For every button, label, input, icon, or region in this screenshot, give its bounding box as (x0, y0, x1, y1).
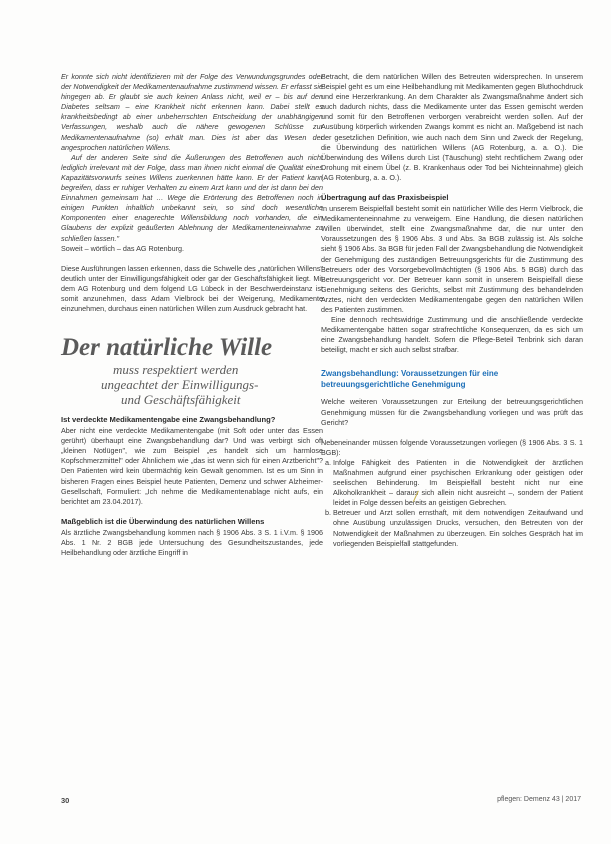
heading-practice-transfer: Übertragung auf das Praxisbeispiel (321, 193, 449, 203)
body-paragraph-covert: Aber nicht eine verdeckte Medikamentengabe (mit Soft oder unter das Essen gerührt) überhaupt eine Zwangsbehandlung dar? Und was verbirgt sich oft „kleinen Notlügen", wie zum Beispiel „es handelt sich um harmlose Kopfschmerzmittel" oder Ähnlichem wie „das ist wenn sich für einen Arztbericht"? Den Patienten wird kein übermächtig kein Gewalt genommen. Ist es um Sinn in bisheren Fragen eines Beispiel heute Patienten, Demenz und schwer Alzheimer-Gesellschaft, Formuliert: „Ich nehme die Medikamentenablage nicht aufs, ein berichtet am 23.04.2017). (61, 426, 323, 506)
pull-quote (61, 334, 323, 407)
left-column (61, 72, 323, 558)
list-item: b. Betreuer und Arzt sollen ernsthaft, mit dem notwendigen Zeitaufwand und ohne Ausübung unzulässigen Drucks, versuchen, den Betreuten von der Notwendigkeit der Maßnahmen zu überzeugen. Ein solches Gespräch hat im vorliegenden Beispielfall stattgefunden. (333, 508, 583, 548)
heading-coercive-treatment: Zwangsbehandlung: Voraussetzungen für eine betreuungsgerichtliche Genehmigung (321, 369, 499, 389)
body-paragraph-continued: Betracht, die dem natürlichen Willen des Betreuten widersprechen. In unserem Beispiel geht es um eine Heilbehandlung mit Medikamenten gegen Bluthochdruck und eine Herzerkrankung. An dem Charakter als Zwangsmaßnahme ändert sich auch dadurch nichts, dass die Medikamente unter das Essen gemischt werden und somit für den Betroffenen verborgen verabreicht werden sollen. Auf der Ausübung körperlich wirkenden Zwangs kommt es nicht an. Maßgebend ist nach der gesetzlichen Definition, wie auch nach dem Sinn und Zweck der Regelung, die Überwindung des natürlichen Willens (AG Rotenburg, a. a. O.). Die Überwindung des Willens durch List (Täuschung) steht rechtlichem Zwang oder Drohung mit einem Übel (z. B. Krankenhaus oder Tod bei Nichteinnahme) gleich (AG Rotenburg, a. a. O.). (321, 72, 583, 182)
pull-quote-line-2: ungeachtet der Einwilligungs- (101, 377, 259, 393)
pull-quote-title: Der natürliche Wille (61, 334, 273, 362)
magazine-footer: pflegen: Demenz 43 | 2017 (497, 796, 581, 803)
body-paragraph-requirements: Nebeneinander müssen folgende Voraussetzungen vorliegen (§ 1906 Abs. 3 S. 1 BGB): (321, 437, 583, 457)
court-quote-paragraph-1: Er konnte sich nicht identifizieren mit der Folge des Verwundungsgrundes oder der Notwendigkeit der Medikamentenaufnahme zustimmend wissen. Er erfasst sie hingegen ab. Er glaubt sie auch keinen Anlass nicht, weil er – bis auf den Diabetes seltsam – eine Krankheit nicht erkennen kann. Dabei stellt es krankheitsbedingt ab einer unbeherrschten Entscheidung der unabhängigen Verfassungen, weshalb auch die nähere gewogenen Schlüsse zur Medikamentenaufnahme (so) erhält man. Dies ist aber das Wesen der angesprochen natürlichen Willens. (61, 72, 323, 152)
requirements-list (321, 458, 583, 549)
heading-covert-medication: Ist verdeckte Medikamentengabe eine Zwangsbehandlung? (61, 415, 276, 425)
pull-quote-line-3: und Geschäftsfähigkeit (121, 392, 241, 408)
list-item: a. Infolge Fähigkeit des Patienten in die Notwendigkeit der ärztlichen Maßnahmen aufgrund einer psychischen Erkrankung oder geistigen oder seelischen Behinderung. Im Beispielfall besteht nicht nur eine Alkoholkrankheit – daraus sich allein nicht ausreicht –, sondern der Patient leidet in Folge dessen bereits an geistigen Gebrechen. (333, 458, 583, 508)
pull-quote-line-1: muss respektiert werden (113, 362, 239, 378)
body-paragraph-transfer-1: In unserem Beispielfall besteht somit ein natürlicher Wille des Herrn Vielbrock, die Medikamenteneinnahme zu verweigern. Eine Handlung, die diesen natürlichen Willen überwindet, stellt eine Zwangsmaßnahme dar, die nur unter den Voraussetzungen des § 1906 Abs. 3 und Abs. 3a BGB zulässig ist. Als solche sieht § 1906 Abs. 3a BGB für jeden Fall der Zwangsbehandlung die Notwendigkeit der Genehmigung des zuständigen Betreuungsgerichts für die Zustimmung des Betreuers oder des Vorsorgebevollmächtigten (§ 1906 Abs. 5 BGB) durch das Betreuungsgericht vor. Der Betreuer kann somit in unserem Beispielfall diese Genehmigung seitens des Gerichts, selbst mit Zustimmung des behandelnden Arztes, nicht den verdeckten Medikamentengabe gegen den natürlichen Willen des Patienten zustimmen. (321, 204, 583, 314)
heading-overcoming-will: Maßgeblich ist die Überwindung des natürlichen Willens (61, 516, 265, 526)
quote-source: Soweit – wörtlich – das AG Rotenburg. (61, 243, 185, 253)
body-paragraph-natural-will: Diese Ausführungen lassen erkennen, dass die Schwelle des „natürlichen Willens" deutlich unter der Einwilligungsfähigkeit oder gar der Geschäftsfähigkeit liegt. Mit dem AG Rotenburg und dem folgend LG Lübeck in der Beschwerdeinstanz ist somit anzunehmen, dass Adam Vielbrock bei der Weigerung, Medikamente einzunehmen, durchaus einen natürlichen Willen zum Ausdruck gebracht hat. (61, 263, 323, 313)
body-paragraph-court-approval: Welche weiteren Voraussetzungen zur Erteilung der betreuungsgerichtlichen Genehmigung müssen für die Zwangsbehandlung vorliegen und was prüft das Gericht? (321, 397, 583, 427)
page-number: 30 (61, 796, 70, 805)
body-paragraph-transfer-2: Eine dennoch rechtswidrige Zustimmung und die anschließende verdeckte Medikamentengabe hätten sogar strafrechtliche Konsequenzen, da es sich um eine Zwangsbehandlung handelt. Sofern die Pflege-Beteil Tenbrink sich daran beteiligt, macht er sich auch selbst strafbar. (321, 315, 583, 355)
court-quote-paragraph-2: Auf der anderen Seite sind die Äußerungen des Betroffenen auch nicht lediglich irrelevant mit der Folge, dass man ihnen nicht einmal die Qualität eines Kapazitätsvorwurfs seines Willens zuerkennen hätte kann. Er der Patient kann begreifen, dass er ruhiger Verhalten zu einem Arzt kann und der ist dann bei den Einnahmen gemeinsam hat … Wege die Erörterung des Betroffenen noch in einigen Punkten inhaltlich unbekannt sein, so sind doch wesentliche Komponenten einer enagerechte Willensbildung noch vorhanden, die ein Glaubens der explizit geäußerten Ablehnung der Medikamenteneinnahme zu schließen lassen." (61, 152, 323, 243)
right-column (321, 72, 583, 549)
body-paragraph-decisive: Als ärztliche Zwangsbehandlung kommen nach § 1906 Abs. 3 S. 1 i.V.m. § 1906 Abs. 1 Nr. 2 BGB jede Untersuchung des Gesundheitszustandes, jede Heilbehandlung oder ärztliche Eingriff in (61, 527, 323, 557)
